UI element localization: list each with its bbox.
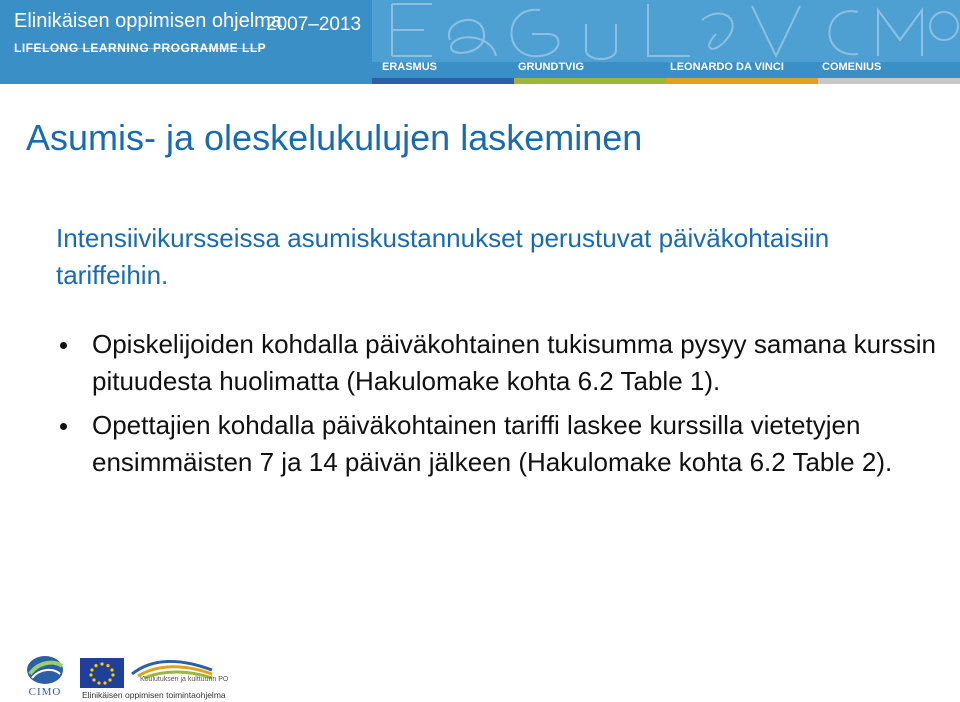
banner-divider [28, 48, 258, 49]
programme-leonardo-stripe [666, 78, 818, 84]
header-banner [0, 0, 960, 84]
programme-erasmus-label: ERASMUS [382, 61, 438, 73]
bullet-icon [60, 342, 67, 349]
koulutus-label: Koulutuksen ja kulttuurin PO [140, 676, 229, 683]
programme-grundtvig-label: GRUNDTVIG [518, 61, 584, 73]
programme-comenius-label: COMENIUS [822, 61, 882, 73]
bullet-text: Opettajien kohdalla päiväkohtainen tariffi laskee kurssilla vietetyjen ensimmäisten 7 ja 14 päivän jälkeen (Hakulomake kohta 6.2 Table 2). [92, 410, 893, 477]
programme-leonardo-label: LEONARDO DA VINCI [670, 61, 784, 73]
programme-grundtvig-stripe [514, 78, 666, 84]
programme-leonardo [666, 58, 818, 84]
programme-erasmus-stripe [372, 78, 514, 84]
list-item [56, 326, 936, 400]
programme-erasmus [372, 58, 514, 84]
programme-title [14, 8, 282, 56]
programme-years: 2007–2013 [266, 14, 362, 35]
bullet-icon [60, 423, 67, 430]
programme-title-fi: Elinikäisen oppimisen ohjelma [14, 10, 282, 32]
footer-logos [0, 648, 960, 702]
programme-title-en: LIFELONG LEARNING PROGRAMME LLP [14, 41, 267, 55]
bullet-text: Opiskelijoiden kohdalla päiväkohtainen tukisumma pysyy samana kurssin pituudesta huolimatta (Hakulomake kohta 6.2 Table 1). [92, 329, 936, 396]
koulutus-logo-icon [128, 658, 216, 692]
bullet-list [56, 326, 936, 488]
programme-comenius-stripe [818, 78, 960, 84]
programme-grundtvig [514, 58, 666, 84]
slide-title: Asumis- ja oleskelukulujen laskeminen [26, 117, 643, 158]
banner-decoration-icon [372, 0, 960, 62]
programme-comenius [818, 58, 960, 84]
cimo-label: CIMO [28, 686, 62, 698]
footer-program-label: Elinikäisen oppimisen toimintaohjelma [82, 690, 226, 700]
eu-flag-icon [80, 658, 124, 688]
list-item [56, 407, 936, 481]
programme-strip [372, 58, 960, 84]
slide-intro: Intensiivikursseissa asumiskustannukset perustuvat päiväkohtaisiin tariffeihin. [56, 223, 830, 290]
